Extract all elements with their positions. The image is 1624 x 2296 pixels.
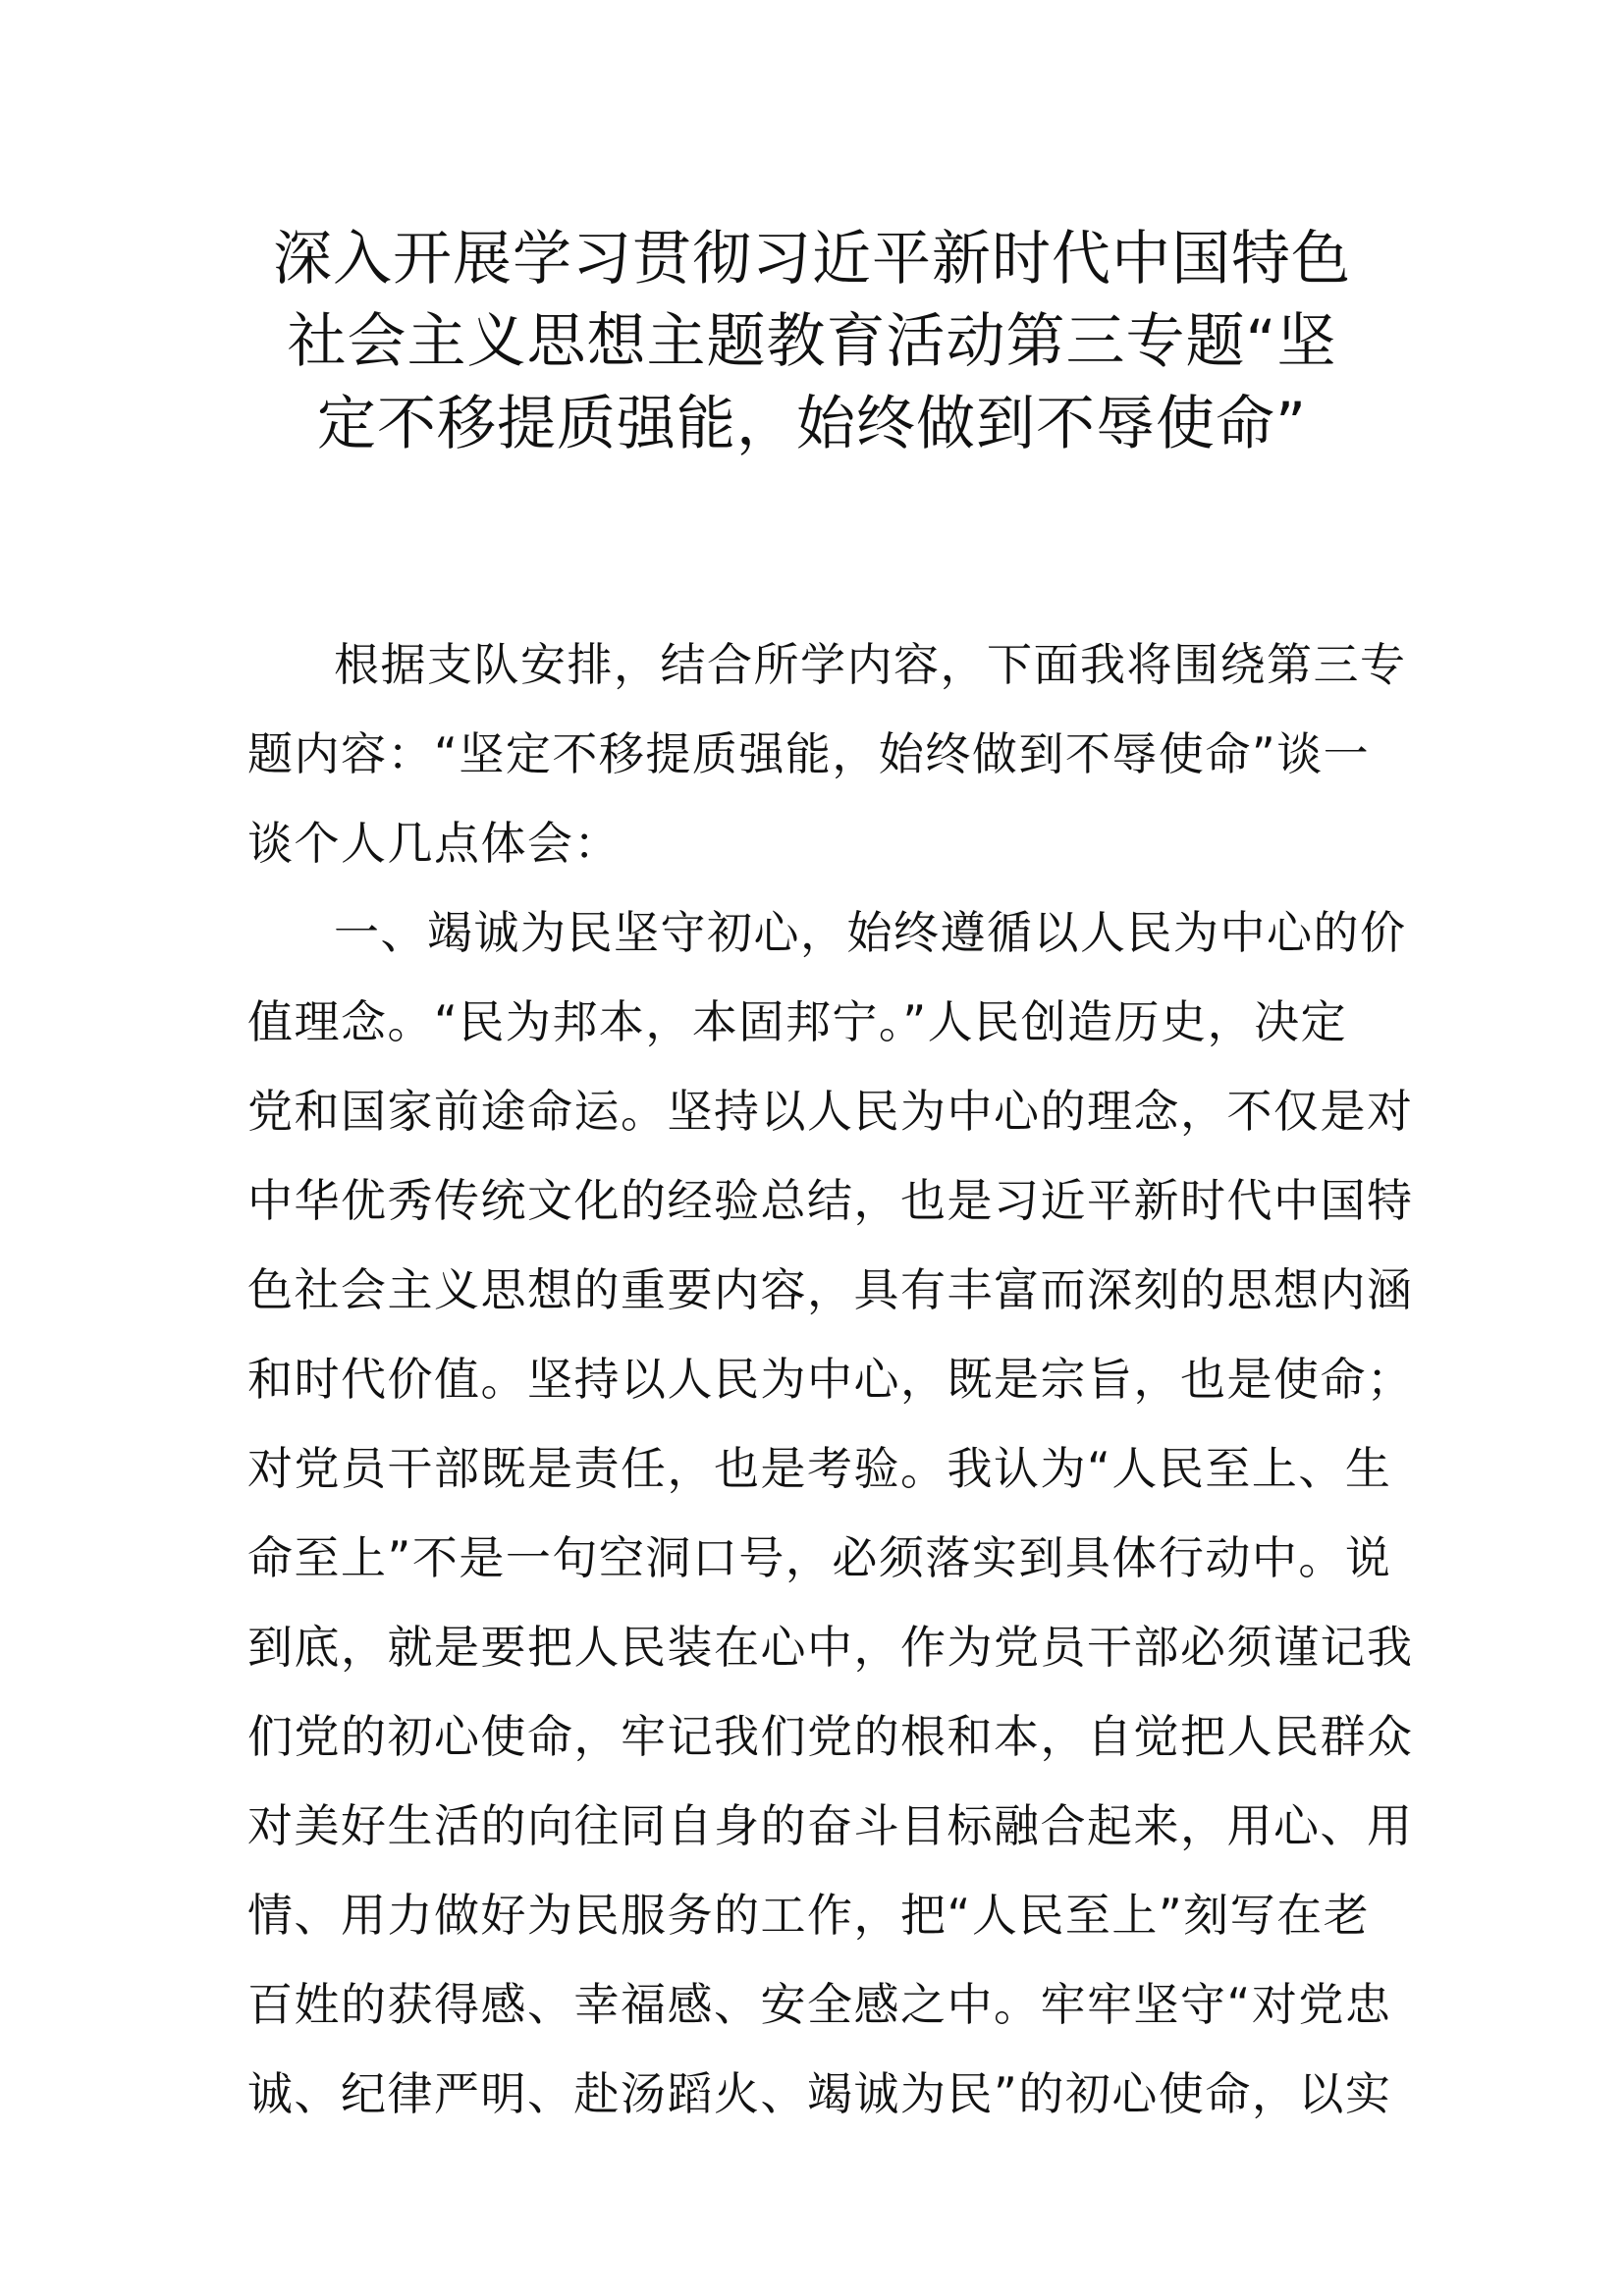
title-line-3: 定不移提质强能，始终做到不辱使命” (316, 390, 1308, 458)
body-line: 百姓的获得感、幸福感、安全感之中。牢牢坚守“对党忠 (247, 1978, 1392, 2031)
body-line: 中华优秀传统文化的经验总结，也是习近平新时代中国特 (247, 1174, 1414, 1227)
body-line: 党和国家前途命运。坚持以人民为中心的理念，不仅是对 (247, 1085, 1414, 1138)
document-title (245, 218, 1379, 465)
body-line: 色社会主义思想的重要内容，具有丰富而深刻的思想内涵 (247, 1263, 1414, 1316)
body-line: 们党的初心使命，牢记我们党的根和本，自觉把人民群众 (247, 1710, 1414, 1763)
body-line: 根据支队安排，结合所学内容，下面我将围绕第三专 (334, 638, 1407, 691)
body-line: 对党员干部既是责任，也是考验。我认为“人民至上、生 (247, 1442, 1392, 1495)
document-body (247, 620, 1414, 2139)
body-line: 一、竭诚为民坚守初心，始终遵循以人民为中心的价 (334, 906, 1407, 959)
body-line: 到底，就是要把人民装在心中，作为党员干部必须谨记我 (247, 1621, 1414, 1674)
body-line: 和时代价值。坚持以人民为中心，既是宗旨，也是使命； (247, 1353, 1414, 1406)
body-line: 情、用力做好为民服务的工作，把“人民至上”刻写在老 (247, 1889, 1371, 1942)
body-line: 命至上”不是一句空洞口号，必须落实到具体行动中。说 (247, 1531, 1392, 1584)
body-line: 对美好生活的向往同自身的奋斗目标融合起来，用心、用 (247, 1799, 1414, 1852)
body-line: 谈个人几点体会： (247, 817, 621, 870)
body-line: 诚、纪律严明、赴汤蹈火、竭诚为民”的初心使命，以实 (247, 2067, 1392, 2120)
body-line: 题内容：“坚定不移提质强能，始终做到不辱使命”谈一 (247, 727, 1371, 780)
title-line-2: 社会主义思想主题教育活动第三专题“坚 (287, 307, 1337, 376)
title-line-1: 深入开展学习贯彻习近平新时代中国特色 (273, 225, 1351, 294)
body-line: 值理念。“民为邦本，本固邦宁。”人民创造历史，决定 (247, 995, 1348, 1048)
